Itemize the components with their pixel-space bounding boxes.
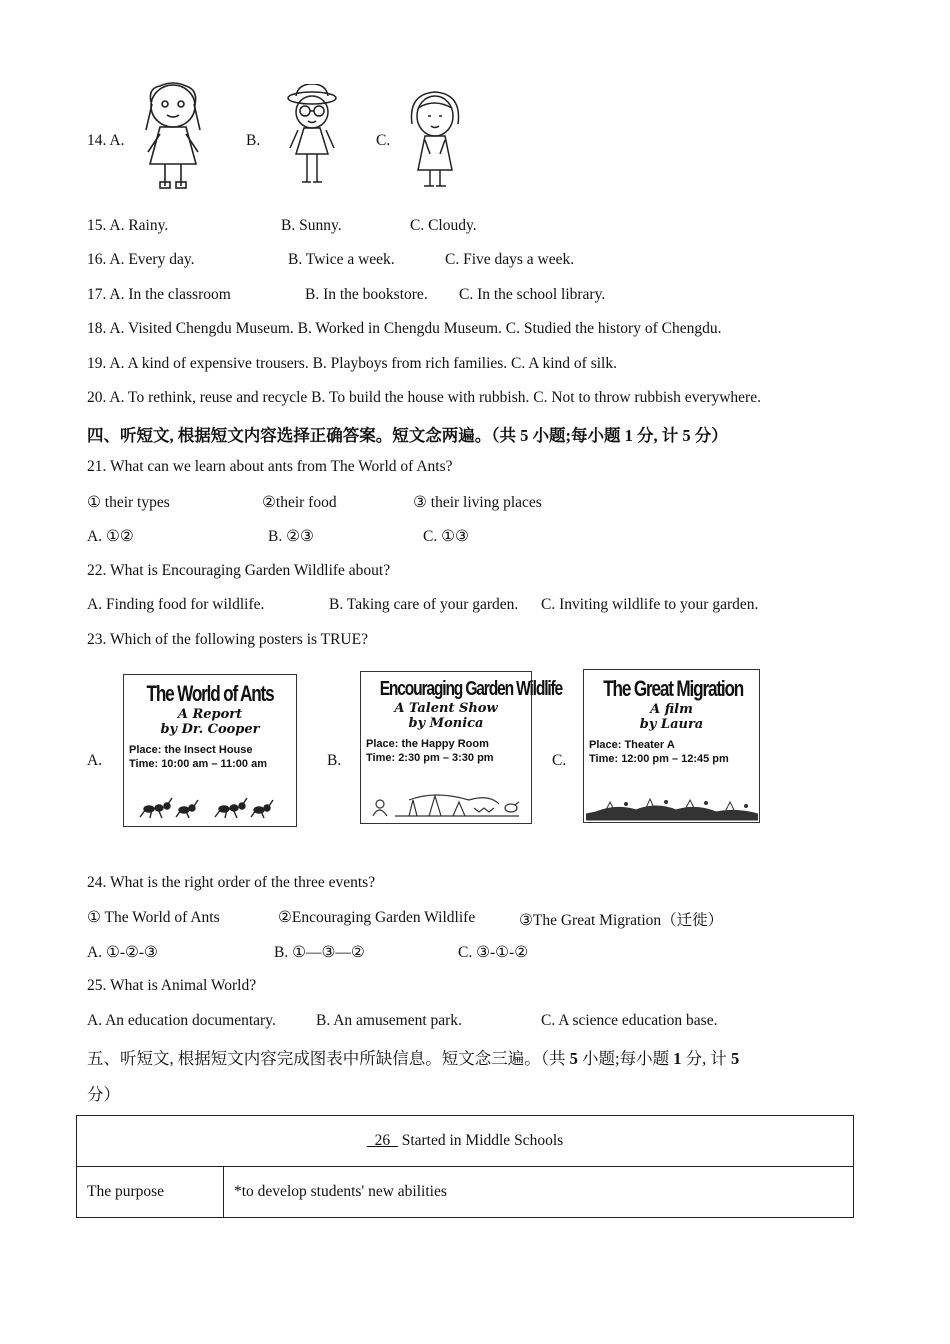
q25-option-b: B. An amusement park. [316, 1012, 462, 1029]
girl-short-hair-icon [404, 88, 466, 194]
poster-place: Place: the Happy Room [366, 738, 489, 750]
q19-line: 19. A. A kind of expensive trousers. B. Playboys from rich families. C. A kind of silk. [87, 355, 617, 372]
q22-option-c: C. Inviting wildlife to your garden. [541, 596, 759, 613]
section4-heading: 四、听短文, 根据短文内容选择正确答案。短文念两遍。（共 5 小题;每小题 1 分, 计 5 分） [87, 426, 728, 445]
poster-great-migration [583, 669, 760, 823]
girl-doll-icon [138, 82, 208, 194]
q23-option-b: B. [327, 752, 342, 769]
q16-option-b: B. Twice a week. [288, 251, 395, 268]
poster-garden-wildlife [360, 671, 563, 824]
poster-subtitle: A Talent Show [394, 701, 498, 716]
q24-item-1: ① The World of Ants [87, 909, 220, 926]
q21-item-2: ②their food [262, 494, 337, 511]
poster-subtitle: A Report [177, 707, 243, 722]
q21-item-1: ① their types [87, 494, 170, 511]
girl-hat-glasses-icon [282, 84, 342, 192]
q17-option-b: B. In the bookstore. [305, 286, 428, 303]
q17-option-c: C. In the school library. [459, 286, 606, 303]
q22-option-a: A. Finding food for wildlife. [87, 596, 265, 613]
q21-option-b: B. ②③ [268, 528, 314, 545]
info-table [76, 1115, 854, 1218]
poster-title: The Great Migration [603, 676, 744, 701]
poster-author: by Monica [408, 716, 484, 731]
garden-scene-icon [369, 790, 525, 820]
q15-option-b: B. Sunny. [281, 217, 342, 234]
q21-question: 21. What can we learn about ants from The World of Ants? [87, 458, 453, 475]
poster-title: Encouraging Garden Wildlife [379, 678, 563, 700]
poster-time: Time: 12:00 pm – 12:45 pm [589, 753, 729, 765]
q24-item-3: ③The Great Migration（迁徙） [519, 912, 724, 929]
answer-blank-26[interactable]: 26 [366, 1132, 398, 1149]
q15-option-c: C. Cloudy. [410, 217, 477, 234]
q25-question: 25. What is Animal World? [87, 977, 257, 994]
q24-item-2: ②Encouraging Garden Wildlife [278, 909, 476, 926]
section5-heading: 五、听短文, 根据短文内容完成图表中所缺信息。短文念三遍。（共 5 小题;每小题 1 分, 计 5 [87, 1049, 740, 1068]
migration-herd-icon [586, 790, 758, 822]
q25-option-a: A. An education documentary. [87, 1012, 276, 1029]
poster-author: by Laura [639, 717, 704, 732]
q22-question: 22. What is Encouraging Garden Wildlife about? [87, 562, 391, 579]
poster-place: Place: Theater A [589, 739, 675, 751]
poster-author: by Dr. Cooper [160, 722, 260, 737]
q20-line: 20. A. To rethink, reuse and recycle B. To build the house with rubbish. C. Not to throw rubbish everywhere. [87, 389, 761, 406]
q24-option-c: C. ③-①-② [458, 944, 529, 961]
q14-option-c: C. [376, 132, 391, 149]
q21-option-c: C. ①③ [423, 528, 469, 545]
q23-question: 23. Which of the following posters is TRUE? [87, 631, 368, 648]
poster-world-of-ants [123, 674, 297, 827]
q14-label: 14. A. [87, 132, 125, 149]
q23-option-c: C. [552, 752, 567, 769]
q16-option-c: C. Five days a week. [445, 251, 575, 268]
q14-option-b: B. [246, 132, 261, 149]
row-label-purpose: The purpose [77, 1167, 224, 1218]
poster-subtitle: A film [650, 702, 693, 717]
q18-line: 18. A. Visited Chengdu Museum. B. Worked in Chengdu Museum. C. Studied the history of Chengdu. [87, 320, 722, 337]
section5-heading-cont: 分） [87, 1085, 120, 1104]
q15-option-a: 15. A. Rainy. [87, 217, 169, 234]
ants-icon [134, 795, 284, 821]
poster-title: The World of Ants [146, 681, 274, 706]
row-value-purpose: *to develop students' new abilities [224, 1167, 854, 1218]
q24-option-b: B. ①—③—② [274, 944, 365, 961]
poster-place: Place: the Insect House [129, 744, 253, 756]
table-title: 26 Started in Middle Schools [77, 1116, 854, 1167]
q17-option-a: 17. A. In the classroom [87, 286, 231, 303]
q21-option-a: A. ①② [87, 528, 134, 545]
q25-option-c: C. A science education base. [541, 1012, 718, 1029]
q22-option-b: B. Taking care of your garden. [329, 596, 519, 613]
q16-option-a: 16. A. Every day. [87, 251, 195, 268]
q24-question: 24. What is the right order of the three events? [87, 874, 376, 891]
poster-time: Time: 2:30 pm – 3:30 pm [366, 752, 494, 764]
q23-option-a: A. [87, 752, 103, 769]
q24-option-a: A. ①-②-③ [87, 944, 158, 961]
poster-time: Time: 10:00 am – 11:00 am [129, 758, 267, 770]
q21-item-3: ③ their living places [413, 494, 542, 511]
